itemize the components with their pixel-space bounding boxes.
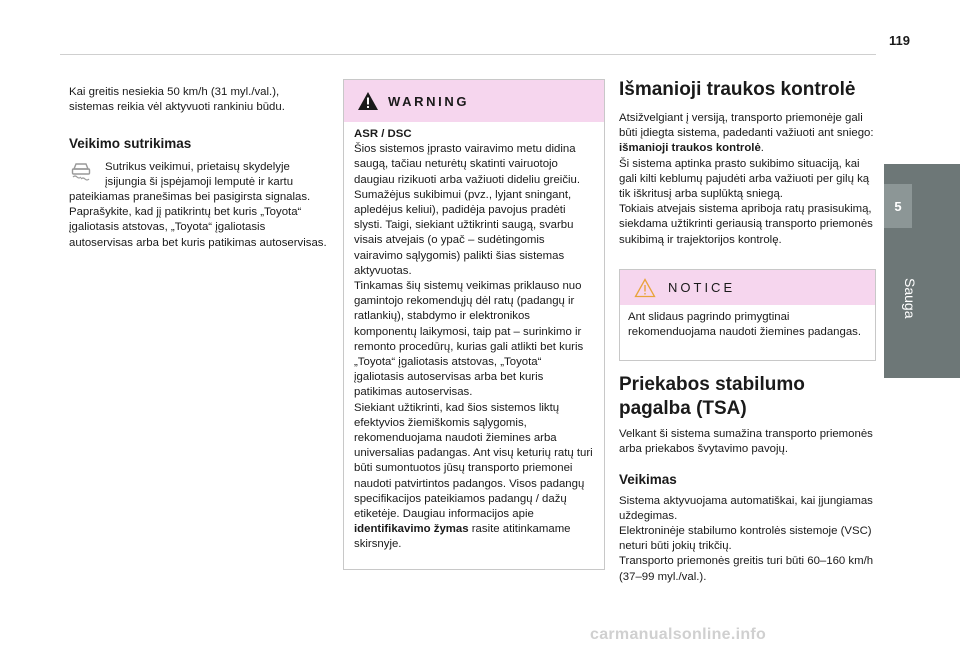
- warning-paragraph: [354, 401, 594, 553]
- warning-label: WARNING: [388, 93, 470, 109]
- smart-traction-detect: Ši sistema aptinka prasto sukibimo situaciją, kai gali kilti keblumų pajudėti arba važiuoti per gilų ką tik iškritusį arba suplūktą sniegą.: [619, 157, 870, 201]
- tsa-section: [619, 373, 877, 585]
- warning-header: [344, 80, 604, 122]
- malfunction-text: pateikiamas pranešimas bei pasigirsta signalas. Paprašykite, kad jį patikrintų bet kuris „Toyota“ įgaliotasis atstovas, „Toyota“ įgaliotasis autoservisas arba bet kuris patikimas autoservisas.: [69, 191, 327, 249]
- identification-marks-link[interactable]: identifikavimo žymas: [354, 523, 469, 536]
- header-divider: [60, 54, 876, 55]
- text: .: [760, 142, 764, 155]
- right-column: [619, 78, 877, 248]
- section-heading-malfunction: Veikimo sutrikimas: [69, 136, 192, 152]
- warning-subheading: ASR / DSC: [354, 128, 412, 140]
- chapter-number: 5: [884, 184, 912, 228]
- notice-label: NOTICE: [668, 280, 736, 295]
- notice-triangle-icon: [634, 278, 656, 298]
- notice-text: Ant slidaus pagrindo primygtinai rekomenduojama naudoti žiemines padangas.: [628, 311, 862, 339]
- smart-traction-term: išmanioji traukos kontrolė: [619, 142, 761, 155]
- warning-paragraph: Šios sistemos įprasto vairavimo metu didina saugą, tačiau neturėtų skatinti vairuotojo daugiau rizikuoti arba važiuoti dideliu greičiu. Sumažėjus sukibimui (pvz., lyjant sningant, apledėjus keliui), padidėja pavojus pradėti slysti. Taigi, siekiant užtikrinti saugą, svarbu visais atvejais (o ypač – sudėtingomis vairavimo sąlygomis) palikti šias sistemas aktyvuotas.: [354, 143, 581, 277]
- smart-traction-limit: Tokiais atvejais sistema apriboja ratų prasisukimą, siekdama užtikrinti geriausią transporto priemonės sukibimą ir trajektorijos kontrolę.: [619, 203, 873, 246]
- notice-box: [619, 269, 876, 361]
- malfunction-block: [69, 160, 327, 251]
- warning-body: [344, 122, 604, 553]
- warning-text-end: rasite atitinkamame skirsnyje.: [354, 523, 571, 551]
- watermark: carmanualsonline.info: [590, 626, 767, 643]
- warning-triangle-icon: [357, 91, 379, 111]
- intro-text: Kai greitis nesiekia 50 km/h (31 myl./val.), sistemas reikia vėl aktyvuoti rankiniu būdu.: [69, 86, 285, 114]
- malfunction-text-indented: Sutrikus veikimui, prietaisų skydelyje įsijungia ši įspėjamoji lemputė ir kartu: [105, 160, 294, 188]
- operation-text: Sistema aktyvuojama automatiškai, kai įjungiamas uždegimas.: [619, 494, 873, 522]
- operation-text: Elektroninėje stabilumo kontrolės sistemoje (VSC) neturi būti jokių trikčių.: [619, 525, 872, 553]
- skid-warning-icon: [69, 160, 93, 182]
- operation-text: Transporto priemonės greitis turi būti 60–160 km/h (37–99 myl./val.).: [619, 555, 874, 583]
- section-title-tsa: Priekabos stabilumo pagalba (TSA): [619, 374, 805, 419]
- warning-paragraph: Tinkamas šių sistemų veikimas priklauso nuo gamintojo rekomendųjų dėl ratų (padangų ir ratlankių), stabdymo ir elektronikos komponentų laikymosi, taip pat – surinkimo ir remonto procedūrų, kurias gali atlikti bet kuris „Toyota“ įgaliotasis atstovas, „Toyota“ įgaliotasis autoservisas arba bet kuris patikimas autoservisas.: [354, 280, 584, 399]
- notice-header: [620, 270, 875, 305]
- smart-traction-intro: [619, 111, 877, 157]
- chapter-title: Sauga: [902, 278, 918, 319]
- text: Atsižvelgiant į versiją, transporto priemonėje gali būti įdiegta sistema, padedanti važiuoti ant sniego:: [619, 112, 874, 140]
- tsa-intro: Velkant ši sistema sumažina transporto priemonės arba priekabos švytavimo pavojų.: [619, 428, 873, 456]
- section-heading-operation: Veikimas: [619, 472, 677, 488]
- warning-text: Siekiant užtikrinti, kad šios sistemos liktų efektyvios žiemiškomis sąlygomis, rekomenduojama naudoti žiemines arba universalias padangas. Ant visų keturių ratų turi būti sumontuotos jūsų transporto priemonei naudoti patvirtintos padangos. Visos padangų specifikacijos pateikiamos padangų / dažų etiketėje. Daugiau informacijos apie: [354, 401, 593, 521]
- left-column: [69, 85, 327, 251]
- warning-box: [343, 79, 605, 570]
- page-number: 119: [889, 33, 910, 48]
- section-title-smart-traction: Išmanioji traukos kontrolė: [619, 79, 856, 100]
- chapter-tab[interactable]: [884, 164, 960, 378]
